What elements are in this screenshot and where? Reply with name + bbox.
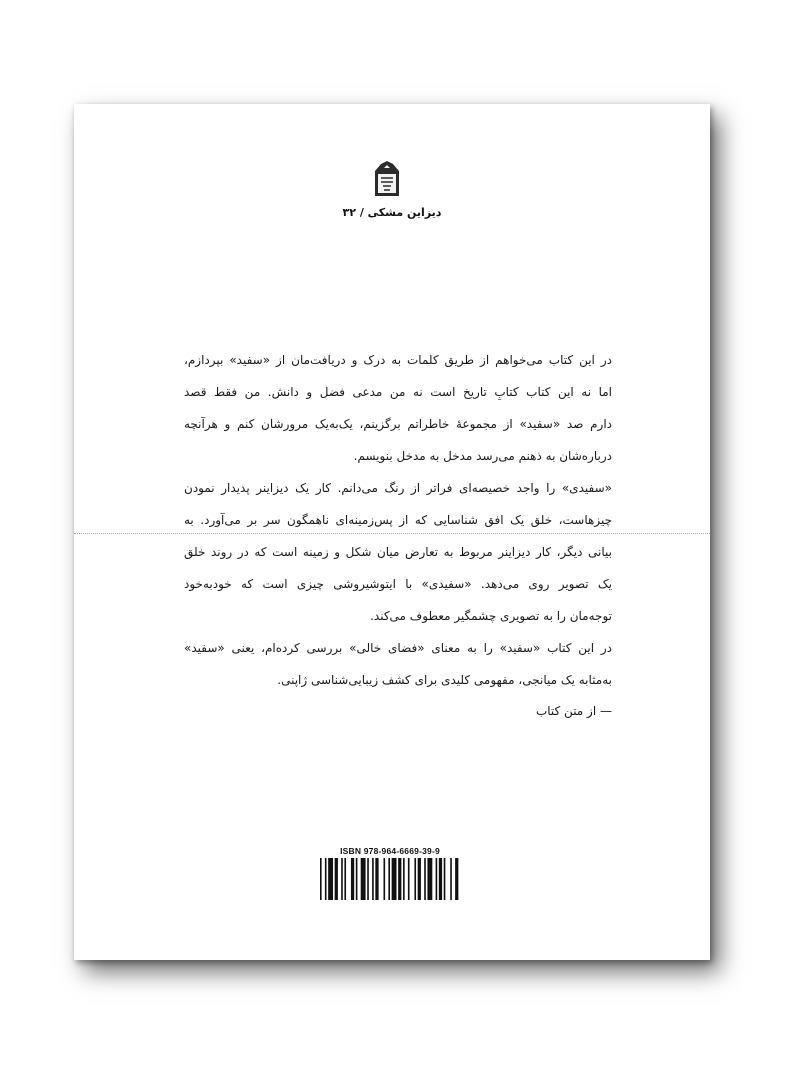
blurb-line: به‌مثابه یک میانجی، مفهومی کلیدی برای کشف زیبایی‌شناسی ژاپنی.	[277, 673, 612, 687]
barcode-bar	[450, 858, 452, 900]
blurb-line: توجه‌مان را به تصویری چشمگیر معطوف می‌کند.	[370, 609, 612, 623]
blurb-line: «سفیدی» را واجد خصیصه‌ای فراتر از رنگ می‌دانم. کار یک دیزاینر پدیدار نمودن	[184, 481, 612, 495]
barcode-bar	[392, 858, 397, 900]
barcode-bar	[328, 858, 333, 900]
blurb-line: در این کتاب «سفید» را به معنای «فضای خالی» بررسی کرده‌ام، یعنی «سفید»	[184, 641, 612, 655]
blurb-line: در این کتاب می‌خواهم از طریق کلمات به درک و دریافت‌مان از «سفید» بپردازم،	[184, 353, 612, 367]
barcode-bar	[325, 858, 327, 900]
barcode-bar	[372, 858, 374, 900]
blurb-line: بیانی دیگر، کار دیزاینر مربوط به تعارض میان شکل و زمینه است که در روند خلق	[184, 545, 612, 559]
blurb-line: اما نه این کتاب کتابِ تاریخ است نه من مدعی فضل و دانش. من فقط قصد	[184, 385, 612, 399]
fold-divider	[74, 533, 710, 534]
blurb-line: چیزهاست، خلق یک افق شناسایی که از پس‌زمینه‌ای ناهمگون سر بر می‌آورد. به	[184, 513, 612, 527]
barcode-bar	[439, 858, 442, 900]
barcode-bar	[320, 858, 322, 900]
barcode-icon	[320, 858, 460, 900]
series-label: دیزاین مشکی / ۳۲	[342, 206, 442, 219]
barcode-bar	[408, 858, 410, 900]
barcode-bar	[427, 858, 432, 900]
barcode-bar	[388, 858, 390, 900]
book-emblem-icon	[372, 159, 402, 199]
blurb-source: — از متن کتاب	[535, 704, 612, 718]
barcode-bar	[341, 858, 343, 900]
barcode-bar	[398, 858, 401, 900]
barcode-bar	[367, 858, 369, 900]
barcode-bar	[351, 858, 354, 900]
barcode-bar	[403, 858, 405, 900]
barcode-bar	[418, 858, 421, 900]
barcode-bar	[455, 858, 458, 900]
isbn-label: ISBN 978-964-6669-39-9	[340, 846, 440, 856]
barcode-bar	[335, 858, 338, 900]
barcode-bar	[436, 858, 438, 900]
blurb-line: دارم صد «سفید» از مجموعهٔ خاطراتم برگزینم، یک‌به‌یک مرورشان کنم و هرآنچه	[184, 417, 612, 431]
barcode-bar	[344, 858, 346, 900]
barcode-bar	[375, 858, 378, 900]
book-back-cover	[74, 104, 710, 960]
barcode-bar	[383, 858, 385, 900]
blurb-text	[184, 344, 612, 696]
barcode-bar	[444, 858, 446, 900]
barcode-bar	[356, 858, 358, 900]
barcode-bar	[424, 858, 426, 900]
blurb-line: یک تصویر روی می‌دهد. «سفیدی» با ایتوشیروشی چیزی است که خودبه‌خود	[184, 577, 612, 591]
barcode-bar	[414, 858, 416, 900]
barcode-bar	[361, 858, 366, 900]
blurb-line: درباره‌شان به ذهنم می‌رسد مدخل به مدخل بنویسم.	[353, 449, 612, 463]
